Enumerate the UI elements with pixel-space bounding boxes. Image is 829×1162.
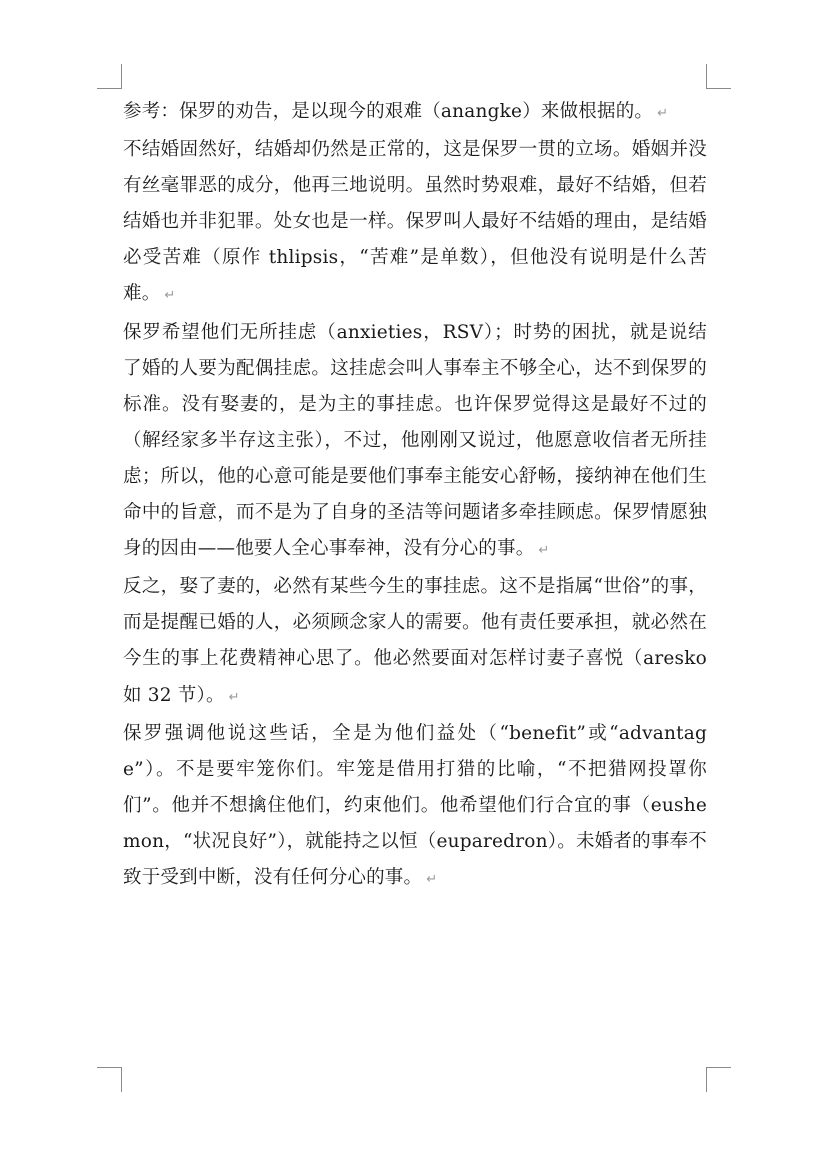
crop-mark-bottom-left — [97, 1067, 122, 1092]
paragraph-2-text: 不结婚固然好，结婚却仍然是正常的，这是保罗一贯的立场。婚姻并没有丝毫罪恶的成分，他再三地说明。虽然时势艰难，最好不结婚，但若结婚也并非犯罪。处女也是一样。保罗叫人最好不结婚的理由，是结婚必受苦难（原作 thlipsis，“苦难”是单数），但他没有说明是什么苦难。 — [123, 139, 707, 305]
crop-mark-top-left — [97, 64, 122, 89]
paragraph-1-text: 参考：保罗的劝告，是以现今的艰难（anangke）来做根据的。 — [123, 101, 654, 122]
paragraph-1 — [123, 94, 707, 132]
paragraph-5-text: 保罗强调他说这些话，全是为他们益处（“benefit”或“advantage”）。不是要牢笼你们。牢笼是借用打猎的比喻，“不把猎网投罩你们”。他并不想擒住他们，约束他们。他希望他们行合宜的事（eushemon，“状况良好”），就能持之以恒（euparedron）。未婚者的事奉不致于受到中断，没有任何分心的事。 — [123, 722, 707, 888]
paragraph-mark-icon: ↵ — [228, 689, 240, 705]
paragraph-4 — [123, 569, 707, 715]
paragraph-2 — [123, 132, 707, 314]
paragraph-3 — [123, 315, 707, 570]
paragraph-mark-icon: ↵ — [426, 871, 438, 887]
crop-mark-bottom-right — [706, 1067, 731, 1092]
document-body[interactable] — [123, 94, 707, 898]
paragraph-5 — [123, 716, 707, 898]
paragraph-3-text: 保罗希望他们无所挂虑（anxieties，RSV）；时势的困扰，就是说结了婚的人要为配偶挂虑。这挂虑会叫人事奉主不够全心，达不到保罗的标准。没有娶妻的，是为主的事挂虑。也许保罗觉得这是最好不过的（解经家多半存这主张），不过，他刚刚又说过，他愿意收信者无所挂虑；所以，他的心意可能是要他们事奉主能安心舒畅，接纳神在他们生命中的旨意，而不是为了自身的圣洁等问题诸多牵挂顾虑。保罗情愿独身的因由——他要人全心事奉神，没有分心的事。 — [123, 321, 707, 560]
crop-mark-top-right — [706, 64, 731, 89]
paragraph-mark-icon: ↵ — [164, 288, 176, 304]
paragraph-4-text: 反之，娶了妻的，必然有某些今生的事挂虑。这不是指属“世俗”的事，而是提醒已婚的人，必须顾念家人的需要。他有责任要承担，就必然在今生的事上花费精神心思了。他必然要面对怎样讨妻子喜悦（aresko 如 32 节）。 — [123, 576, 707, 706]
paragraph-mark-icon: ↵ — [538, 543, 550, 559]
paragraph-mark-icon: ↵ — [657, 106, 669, 121]
